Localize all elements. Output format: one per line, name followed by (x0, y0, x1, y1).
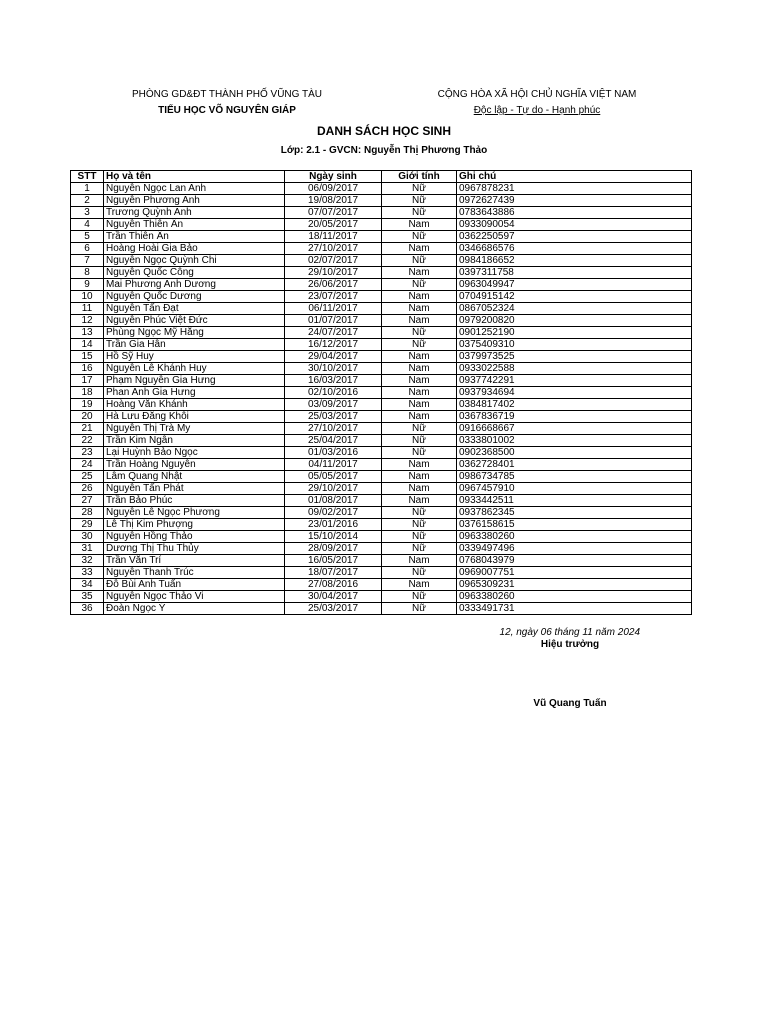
cell-name: Dương Thị Thu Thủy (104, 543, 285, 555)
cell-stt: 29 (71, 519, 104, 531)
cell-name: Phạm Nguyễn Gia Hưng (104, 375, 285, 387)
cell-name: Trần Gia Hân (104, 339, 285, 351)
cell-stt: 24 (71, 459, 104, 471)
cell-gender: Nữ (382, 207, 457, 219)
cell-dob: 02/07/2017 (285, 255, 382, 267)
cell-note: 0901252190 (457, 327, 692, 339)
cell-name: Lê Thị Kim Phượng (104, 519, 285, 531)
cell-stt: 34 (71, 579, 104, 591)
cell-gender: Nữ (382, 447, 457, 459)
cell-note: 0972627439 (457, 195, 692, 207)
nation-heading: CỘNG HÒA XÃ HỘI CHỦ NGHĨA VIỆT NAM (437, 89, 637, 100)
signer-role: Hiệu trưởng (540, 639, 600, 650)
cell-name: Lâm Quang Nhật (104, 471, 285, 483)
cell-name: Nguyễn Phúc Việt Đức (104, 315, 285, 327)
cell-stt: 6 (71, 243, 104, 255)
cell-stt: 9 (71, 279, 104, 291)
cell-name: Hồ Sỹ Huy (104, 351, 285, 363)
cell-note: 0367836719 (457, 411, 692, 423)
cell-stt: 22 (71, 435, 104, 447)
cell-name: Trần Kim Ngân (104, 435, 285, 447)
cell-gender: Nam (382, 315, 457, 327)
cell-note: 0969007751 (457, 567, 692, 579)
cell-gender: Nam (382, 291, 457, 303)
cell-gender: Nam (382, 495, 457, 507)
signing-date: 12, ngày 06 tháng 11 năm 2024 (499, 627, 640, 638)
cell-stt: 3 (71, 207, 104, 219)
table-header-row (71, 171, 692, 183)
cell-note: 0397311758 (457, 267, 692, 279)
table-row (71, 447, 692, 459)
cell-stt: 20 (71, 411, 104, 423)
table-row (71, 303, 692, 315)
column-header-note: Ghi chú (457, 171, 692, 183)
cell-dob: 06/09/2017 (285, 183, 382, 195)
cell-gender: Nữ (382, 507, 457, 519)
cell-dob: 27/10/2017 (285, 423, 382, 435)
cell-gender: Nam (382, 555, 457, 567)
cell-stt: 33 (71, 567, 104, 579)
cell-dob: 25/03/2017 (285, 603, 382, 615)
table-row (71, 471, 692, 483)
signer-name: Vũ Quang Tuấn (533, 698, 607, 709)
cell-dob: 01/03/2016 (285, 447, 382, 459)
table-row (71, 507, 692, 519)
cell-name: Trần Thiên Ân (104, 231, 285, 243)
cell-stt: 4 (71, 219, 104, 231)
cell-dob: 18/11/2017 (285, 231, 382, 243)
column-header-gender: Giới tính (382, 171, 457, 183)
cell-stt: 32 (71, 555, 104, 567)
cell-note: 0963380260 (457, 591, 692, 603)
cell-note: 0704915142 (457, 291, 692, 303)
cell-gender: Nam (382, 303, 457, 315)
cell-note: 0339497496 (457, 543, 692, 555)
cell-stt: 27 (71, 495, 104, 507)
cell-note: 0376158615 (457, 519, 692, 531)
cell-stt: 35 (71, 591, 104, 603)
cell-gender: Nữ (382, 195, 457, 207)
cell-note: 0362250597 (457, 231, 692, 243)
table-row (71, 327, 692, 339)
cell-dob: 05/05/2017 (285, 471, 382, 483)
table-row (71, 411, 692, 423)
table-row (71, 279, 692, 291)
cell-name: Phùng Ngọc Mỹ Hằng (104, 327, 285, 339)
cell-note: 0375409310 (457, 339, 692, 351)
cell-dob: 07/07/2017 (285, 207, 382, 219)
cell-gender: Nữ (382, 567, 457, 579)
cell-dob: 20/05/2017 (285, 219, 382, 231)
cell-dob: 16/12/2017 (285, 339, 382, 351)
table-row (71, 543, 692, 555)
cell-name: Trần Văn Trí (104, 555, 285, 567)
cell-gender: Nam (382, 219, 457, 231)
cell-gender: Nam (382, 267, 457, 279)
cell-gender: Nữ (382, 591, 457, 603)
table-row (71, 399, 692, 411)
cell-stt: 21 (71, 423, 104, 435)
cell-note: 0933442511 (457, 495, 692, 507)
cell-note: 0979200820 (457, 315, 692, 327)
cell-gender: Nữ (382, 423, 457, 435)
student-table (70, 170, 692, 615)
cell-gender: Nam (382, 375, 457, 387)
table-row (71, 219, 692, 231)
cell-dob: 23/07/2017 (285, 291, 382, 303)
cell-stt: 2 (71, 195, 104, 207)
table-row (71, 495, 692, 507)
cell-dob: 06/11/2017 (285, 303, 382, 315)
cell-note: 0963049947 (457, 279, 692, 291)
cell-name: Nguyễn Thanh Trúc (104, 567, 285, 579)
cell-note: 0933090054 (457, 219, 692, 231)
cell-gender: Nam (382, 387, 457, 399)
cell-stt: 23 (71, 447, 104, 459)
table-row (71, 255, 692, 267)
cell-stt: 15 (71, 351, 104, 363)
cell-dob: 18/07/2017 (285, 567, 382, 579)
table-row (71, 207, 692, 219)
cell-stt: 31 (71, 543, 104, 555)
cell-gender: Nam (382, 579, 457, 591)
cell-gender: Nam (382, 483, 457, 495)
table-row (71, 291, 692, 303)
cell-name: Lại Huỳnh Bảo Ngọc (104, 447, 285, 459)
cell-stt: 26 (71, 483, 104, 495)
cell-stt: 16 (71, 363, 104, 375)
cell-gender: Nam (382, 351, 457, 363)
cell-name: Đỗ Bùi Anh Tuấn (104, 579, 285, 591)
cell-gender: Nữ (382, 543, 457, 555)
cell-gender: Nữ (382, 531, 457, 543)
cell-note: 0963380260 (457, 531, 692, 543)
table-row (71, 375, 692, 387)
cell-dob: 16/03/2017 (285, 375, 382, 387)
cell-dob: 27/08/2016 (285, 579, 382, 591)
cell-stt: 12 (71, 315, 104, 327)
table-row (71, 483, 692, 495)
cell-dob: 04/11/2017 (285, 459, 382, 471)
cell-note: 0984186652 (457, 255, 692, 267)
cell-note: 0333801002 (457, 435, 692, 447)
cell-stt: 8 (71, 267, 104, 279)
cell-name: Nguyễn Ngọc Thảo Vi (104, 591, 285, 603)
cell-note: 0916668667 (457, 423, 692, 435)
cell-stt: 10 (71, 291, 104, 303)
cell-stt: 30 (71, 531, 104, 543)
cell-stt: 17 (71, 375, 104, 387)
column-header-stt: STT (71, 171, 104, 183)
cell-gender: Nữ (382, 279, 457, 291)
cell-stt: 7 (71, 255, 104, 267)
cell-gender: Nữ (382, 255, 457, 267)
cell-dob: 16/05/2017 (285, 555, 382, 567)
cell-dob: 27/10/2017 (285, 243, 382, 255)
cell-dob: 29/10/2017 (285, 483, 382, 495)
cell-name: Mai Phương Anh Dương (104, 279, 285, 291)
cell-note: 0937742291 (457, 375, 692, 387)
cell-dob: 23/01/2016 (285, 519, 382, 531)
table-row (71, 195, 692, 207)
cell-stt: 1 (71, 183, 104, 195)
cell-dob: 29/10/2017 (285, 267, 382, 279)
cell-gender: Nữ (382, 183, 457, 195)
table-row (71, 387, 692, 399)
cell-gender: Nam (382, 459, 457, 471)
cell-dob: 01/07/2017 (285, 315, 382, 327)
cell-name: Hà Lưu Đăng Khôi (104, 411, 285, 423)
cell-dob: 25/03/2017 (285, 411, 382, 423)
cell-name: Nguyễn Hồng Thảo (104, 531, 285, 543)
cell-note: 0333491731 (457, 603, 692, 615)
cell-stt: 14 (71, 339, 104, 351)
cell-note: 0783643886 (457, 207, 692, 219)
school-name: TIỂU HỌC VÕ NGUYÊN GIÁP (158, 105, 296, 116)
cell-stt: 11 (71, 303, 104, 315)
cell-name: Trần Bảo Phúc (104, 495, 285, 507)
cell-name: Nguyễn Ngọc Lan Anh (104, 183, 285, 195)
cell-name: Trần Hoàng Nguyên (104, 459, 285, 471)
table-row (71, 531, 692, 543)
cell-dob: 15/10/2014 (285, 531, 382, 543)
cell-stt: 13 (71, 327, 104, 339)
cell-gender: Nữ (382, 435, 457, 447)
table-row (71, 183, 692, 195)
table-row (71, 435, 692, 447)
cell-dob: 30/04/2017 (285, 591, 382, 603)
cell-stt: 25 (71, 471, 104, 483)
cell-note: 0384817402 (457, 399, 692, 411)
cell-stt: 19 (71, 399, 104, 411)
cell-gender: Nữ (382, 231, 457, 243)
table-row (71, 603, 692, 615)
cell-note: 0965309231 (457, 579, 692, 591)
cell-dob: 02/10/2016 (285, 387, 382, 399)
cell-dob: 09/02/2017 (285, 507, 382, 519)
table-row (71, 363, 692, 375)
table-row (71, 351, 692, 363)
cell-gender: Nữ (382, 327, 457, 339)
cell-note: 0902368500 (457, 447, 692, 459)
national-motto: Độc lập - Tự do - Hạnh phúc (473, 105, 601, 116)
cell-gender: Nam (382, 411, 457, 423)
table-row (71, 459, 692, 471)
cell-dob: 03/09/2017 (285, 399, 382, 411)
cell-dob: 26/06/2017 (285, 279, 382, 291)
cell-note: 0346686576 (457, 243, 692, 255)
cell-name: Nguyễn Lê Ngọc Phương (104, 507, 285, 519)
cell-name: Nguyễn Lê Khánh Huy (104, 363, 285, 375)
cell-gender: Nữ (382, 603, 457, 615)
column-header-name: Họ và tên (104, 171, 285, 183)
cell-name: Phan Anh Gia Hưng (104, 387, 285, 399)
cell-name: Hoàng Văn Khánh (104, 399, 285, 411)
cell-dob: 01/08/2017 (285, 495, 382, 507)
cell-note: 0967457910 (457, 483, 692, 495)
cell-name: Nguyễn Thiên Ân (104, 219, 285, 231)
table-row (71, 267, 692, 279)
table-row (71, 339, 692, 351)
cell-stt: 36 (71, 603, 104, 615)
cell-dob: 28/09/2017 (285, 543, 382, 555)
cell-note: 0967878231 (457, 183, 692, 195)
cell-stt: 28 (71, 507, 104, 519)
cell-gender: Nữ (382, 339, 457, 351)
cell-note: 0867052324 (457, 303, 692, 315)
table-row (71, 315, 692, 327)
cell-note: 0937934694 (457, 387, 692, 399)
cell-note: 0379973525 (457, 351, 692, 363)
class-subtitle: Lớp: 2.1 - GVCN: Nguyễn Thị Phương Thảo (280, 145, 488, 156)
cell-name: Đoàn Ngọc Ý (104, 603, 285, 615)
cell-name: Nguyễn Tấn Phát (104, 483, 285, 495)
cell-dob: 29/04/2017 (285, 351, 382, 363)
table-row (71, 555, 692, 567)
cell-dob: 24/07/2017 (285, 327, 382, 339)
cell-note: 0937862345 (457, 507, 692, 519)
cell-dob: 19/08/2017 (285, 195, 382, 207)
cell-name: Nguyễn Phương Anh (104, 195, 285, 207)
table-row (71, 579, 692, 591)
table-row (71, 567, 692, 579)
cell-note: 0362728401 (457, 459, 692, 471)
table-row (71, 243, 692, 255)
table-row (71, 591, 692, 603)
cell-note: 0768043979 (457, 555, 692, 567)
cell-stt: 18 (71, 387, 104, 399)
cell-note: 0933022588 (457, 363, 692, 375)
cell-gender: Nữ (382, 519, 457, 531)
table-body (71, 183, 692, 615)
cell-note: 0986734785 (457, 471, 692, 483)
cell-name: Nguyễn Tấn Đạt (104, 303, 285, 315)
cell-name: Nguyễn Ngọc Quỳnh Chi (104, 255, 285, 267)
cell-dob: 30/10/2017 (285, 363, 382, 375)
cell-stt: 5 (71, 231, 104, 243)
table-row (71, 231, 692, 243)
cell-name: Trương Quỳnh Anh (104, 207, 285, 219)
cell-gender: Nam (382, 363, 457, 375)
column-header-dob: Ngày sinh (285, 171, 382, 183)
table-row (71, 519, 692, 531)
cell-name: Nguyễn Quốc Dương (104, 291, 285, 303)
cell-dob: 25/04/2017 (285, 435, 382, 447)
cell-name: Hoàng Hoài Gia Bảo (104, 243, 285, 255)
document-title: DANH SÁCH HỌC SINH (316, 124, 451, 138)
cell-name: Nguyễn Quốc Công (104, 267, 285, 279)
department-name: PHÒNG GD&ĐT THÀNH PHỐ VŨNG TÀU (131, 89, 323, 100)
cell-gender: Nam (382, 243, 457, 255)
cell-name: Nguyễn Thị Trà My (104, 423, 285, 435)
cell-gender: Nam (382, 399, 457, 411)
table-row (71, 423, 692, 435)
cell-gender: Nam (382, 471, 457, 483)
